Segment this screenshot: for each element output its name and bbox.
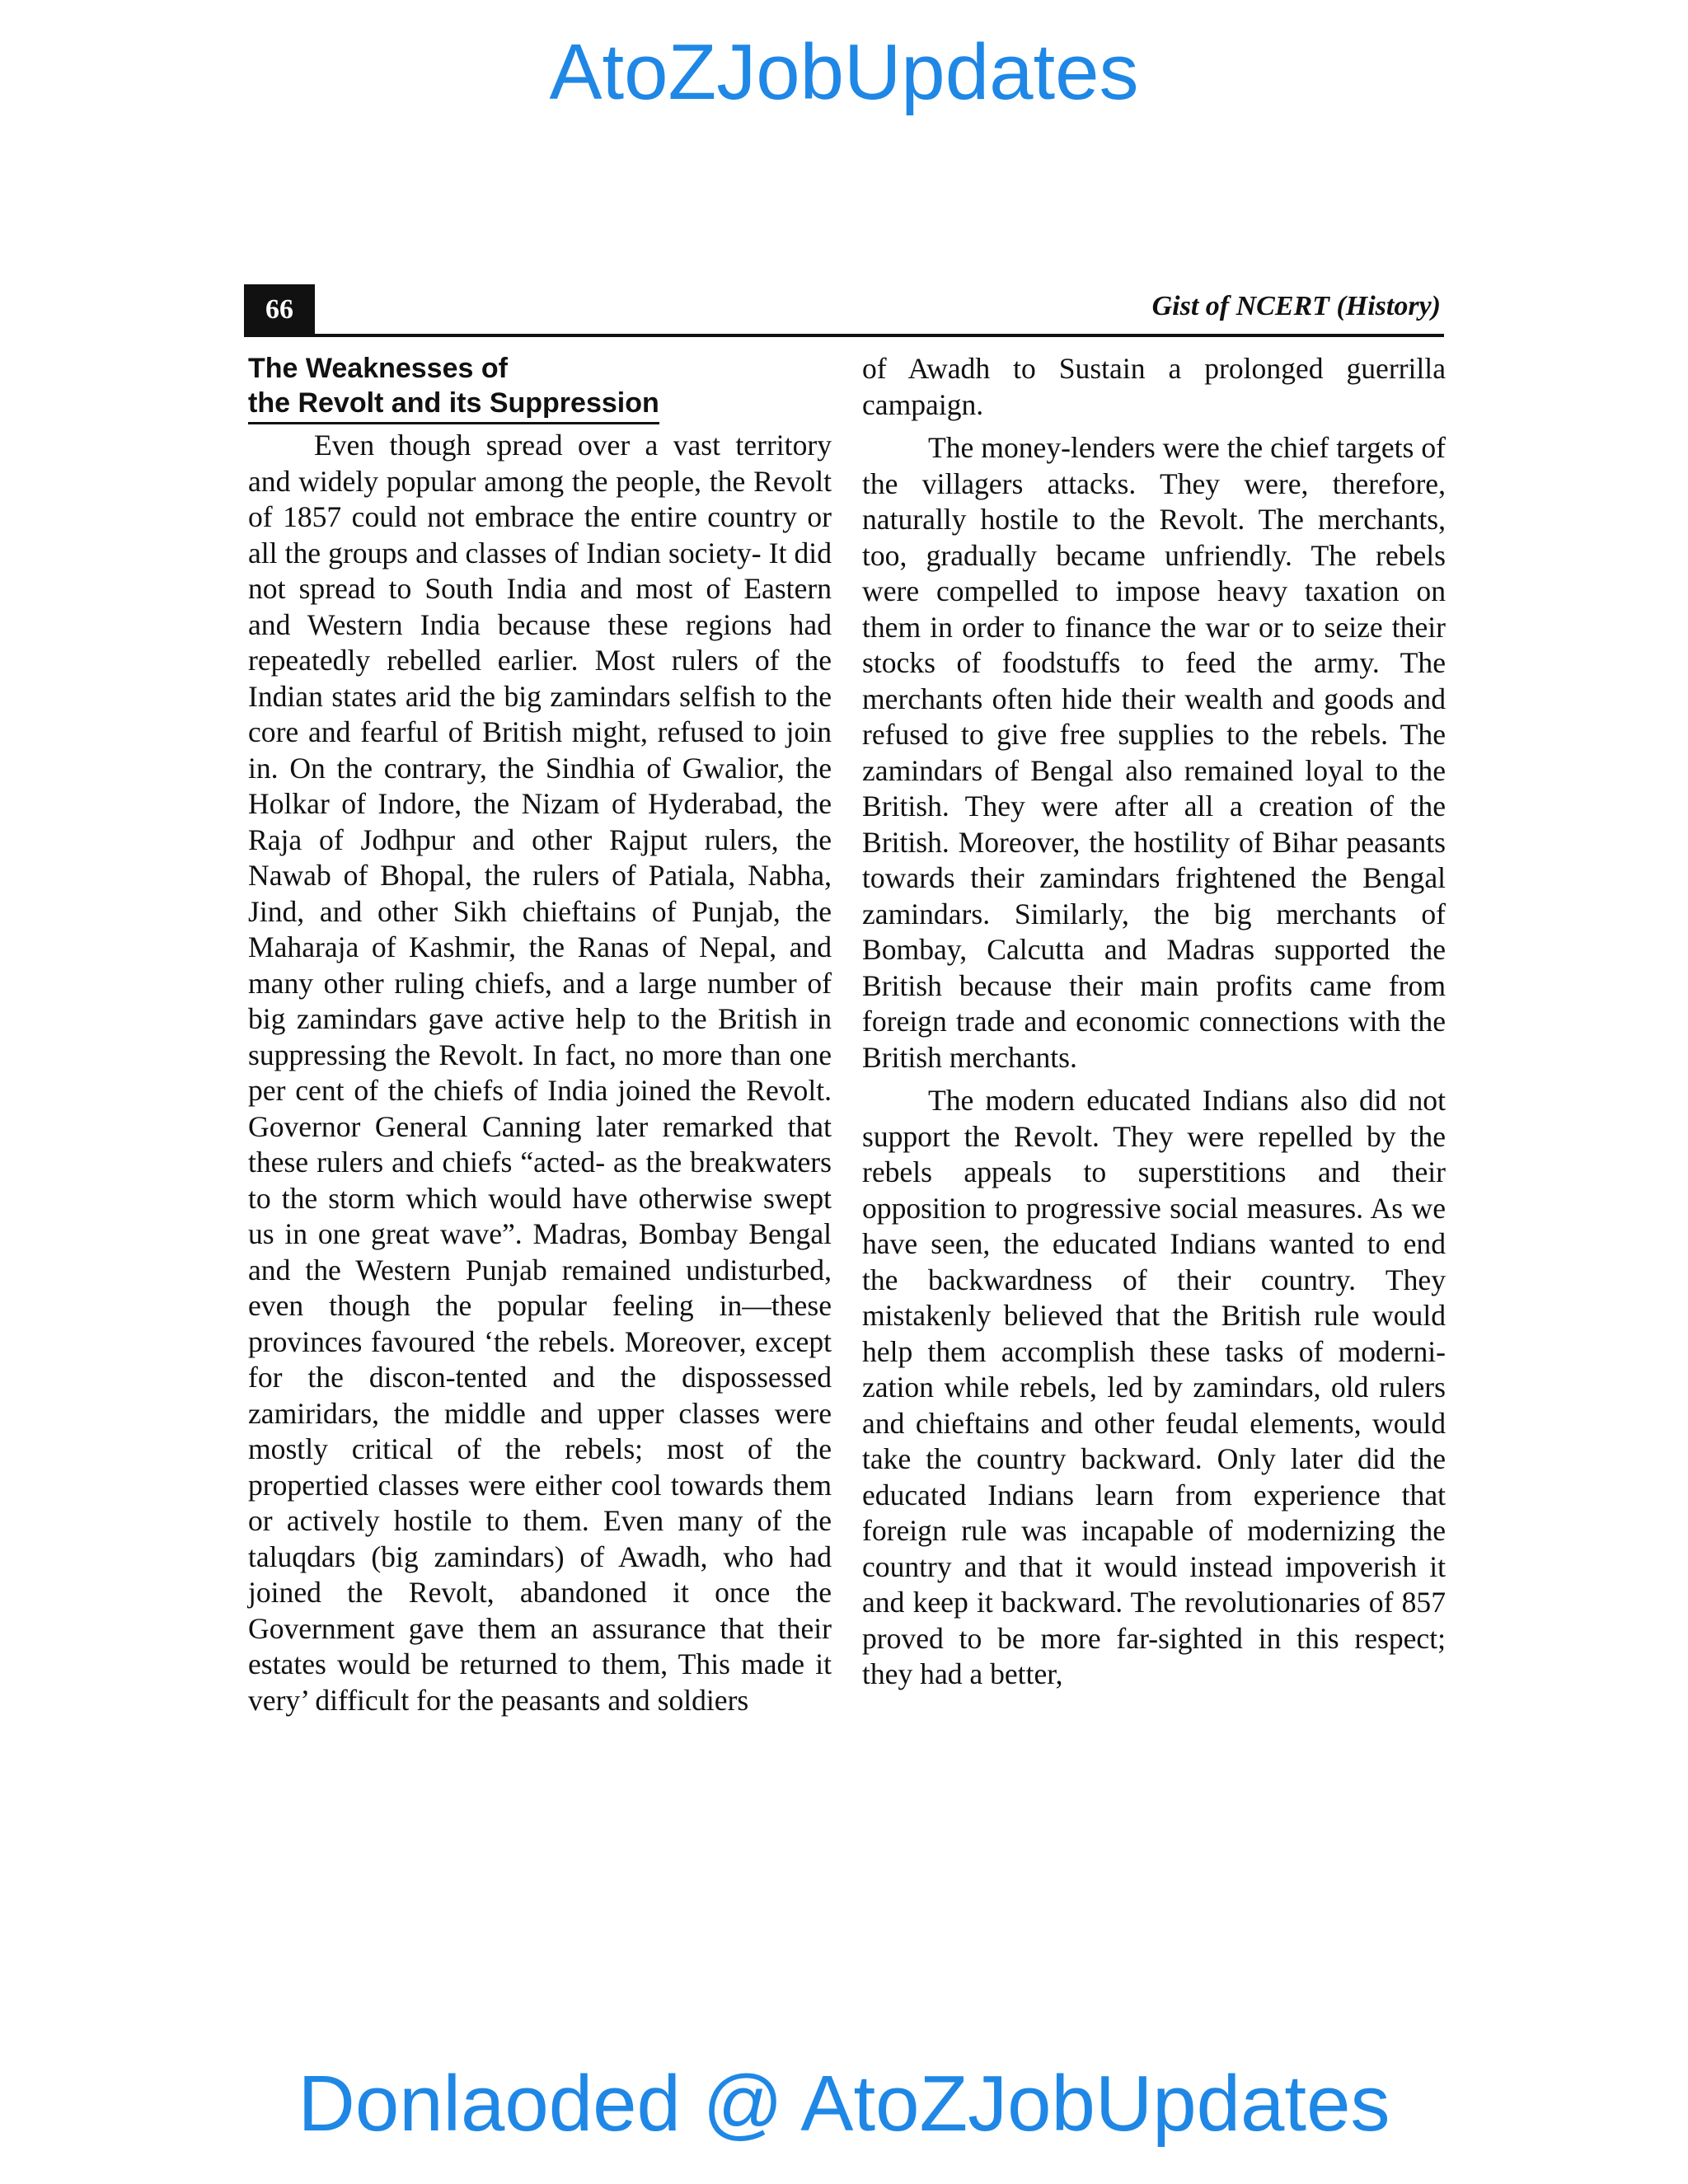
book-title: Gist of NCERT (History) [1151, 291, 1441, 321]
left-column [248, 351, 832, 1718]
section-heading-line2: the Revolt and its Suppression [248, 386, 659, 424]
watermark-top: AtoZJobUpdates [549, 28, 1139, 116]
right-column [862, 351, 1446, 1693]
paragraph-continuation: of Awadh to Sustain a prolonged guerrilla campaign. [862, 352, 1446, 421]
paragraph-weaknesses: Even though spread over a vast territory and widely popular among the people, the Revolt of 1857 could not embrace the entire country or all the groups and classes of Indian society- It did not spread to South India and most of Eastern and Western India because these regions had repeatedly rebelled earlier. Most rulers of the Indian states arid the big zamindars selfish to the core and fearful of British might, refused to join in. On the contrary, the Sindhia of Gwalior, the Holkar of Indore, the Nizam of Hyderabad, the Raja of Jodhpur and other Rajput rulers, the Nawab of Bhopal, the rulers of Patiala, Nabha, Jind, and other Sikh chieftains of Punjab, the Maharaja of Kashmir, the Ranas of Nepal, and many other ruling chiefs, and a large number of big zamindars gave active help to the British in suppressing the Revolt. In fact, no more than one per cent of the chiefs of India joined the Revolt. Governor General Canning later remarked that these rulers and chiefs “acted- as the breakwaters to the storm which would have otherwise swept us in one great wave”. Madras, Bombay Bengal and the Western Punjab remained undisturbed, even though the popular feeling in—these provinces favoured ‘the rebels. Moreover, except for the discon-tented and the dispossessed zamiridars, the middle and upper classes were mostly critical of the rebels; most of the propertied classes were either cool towards them or actively hostile to them. Even many of the taluqdars (big zamindars) of Awadh, who had joined the Revolt, abandoned it once the Government gave them an assurance that their estates would be returned to them, This made it very’ difficult for the peasants and soldiers [248, 429, 832, 1717]
paragraph-educated-indians: The modern educated Indians also did not support the Revolt. They were repelled by the rebels appeals to superstitions and their opposition to progressive social measures. As we have seen, the educated Indians wanted to end the backwardness of their country. They mistakenly believed that the British rule would help them accomplish these tasks of moderni-zation while rebels, led by zamindars, old rulers and chieftains and other feudal elements, would take the country backward. Only later did the educated Indians learn from experience that foreign rule was incapable of modernizing the country and that it would instead impoverish it and keep it backward. The revolutionaries of 857 proved to be more far-sighted in this respect; they had a better, [862, 1084, 1446, 1690]
watermark-bottom: Donlaoded @ AtoZJobUpdates [298, 2060, 1390, 2148]
page-number: 66 [244, 284, 315, 335]
paragraph-money-lenders: The money-lenders were the chief targets of the villagers attacks. They were, therefore, naturally hostile to the Revolt. The merchants, too, gradually became unfriendly. The rebels were compelled to impose heavy taxation on them in order to finance the war or to seize their stocks of foodstuffs to feed the army. The merchants often hide their wealth and goods and refused to give free supplies to the rebels. The zamindars of Bengal also remained loyal to the British. They were after all a creation of the British. Moreover, the hostility of Bihar peasants towards their zamindars frightened the Bengal zamindars. Similarly, the big merchants of Bombay, Calcutta and Madras supported the British because their main profits came from foreign trade and economic connections with the British merchants. [862, 431, 1446, 1074]
page-header [244, 284, 1444, 337]
section-heading [248, 351, 832, 424]
section-heading-line1: The Weaknesses of [248, 353, 508, 384]
